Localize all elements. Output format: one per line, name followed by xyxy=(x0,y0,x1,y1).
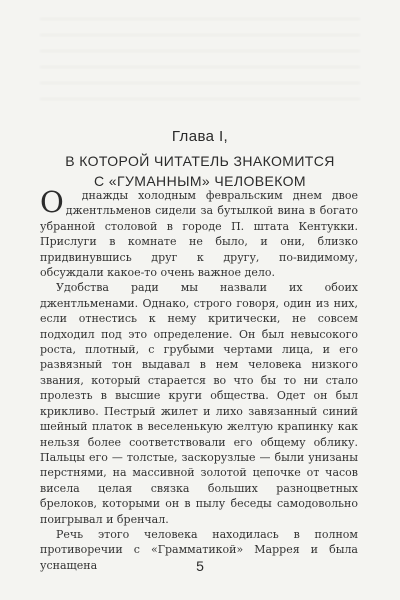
paragraph-2: Удобства ради мы назвали их обоих джентльменами. Однако, строго говоря, один из них, если отнестись к нему критически, не совсем подходил под это определение. Он был невысокого роста, плотный, с грубыми чертами лица, и его развязный тон выдавал в нем человека низкого звания, который старается во что бы то ни стало пролезть в высшие круги общества. Одет он был крикливо. Пестрый жилет и лихо завязанный синий шейный платок в веселенькую желтую крапинку как нельзя более соответствовали его общему облику. Пальцы его — толстые, заскорузлые — были унизаны перстнями, на массивной золотой цепочке от часов висела целая связка больших разноцветных брелоков, которыми он в пылу беседы самодовольно поигрывал и бренчал. xyxy=(40,281,358,526)
drop-cap: О xyxy=(40,185,64,219)
chapter-number: Глава I, xyxy=(171,128,229,145)
chapter-heading xyxy=(40,128,360,191)
paragraph-1-text: днажды холодным февральским днем двое джентльменов сидели за бутылкой вина в богато убранной столовой в городе П. штата Кентукки. Прислуги в комнате не было, и они, близко придвинувшись друг к другу, по-видимому, обсуждали какое-то очень важное дело. xyxy=(40,189,358,280)
body-text xyxy=(40,185,358,573)
page-number: 5 xyxy=(196,558,204,574)
chapter-title xyxy=(40,151,360,191)
chapter-title-line-1: В КОТОРОЙ ЧИТАТЕЛЬ ЗНАКОМИТСЯ xyxy=(65,153,335,169)
chapter-title-line-2: С «ГУМАННЫМ» ЧЕЛОВЕКОМ xyxy=(94,173,306,189)
paragraph-1 xyxy=(40,185,358,280)
paragraph-3: Речь этого человека находилась в полном противоречии с «Грамматикой» Маррея и была уснащена xyxy=(40,527,358,572)
show-through-text xyxy=(40,18,360,108)
